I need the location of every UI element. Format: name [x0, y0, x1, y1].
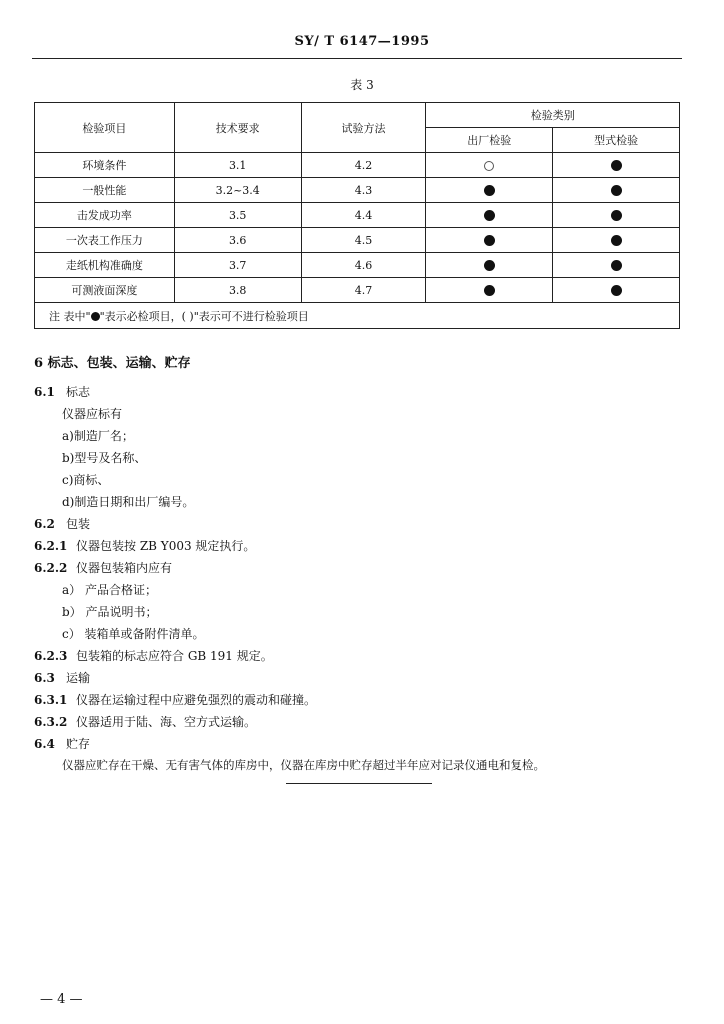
clause-number: 6.2.1: [34, 539, 68, 553]
required-dot-icon: [484, 185, 495, 196]
table-row: [35, 153, 680, 178]
cell-factory: [426, 228, 553, 253]
cell-type: [553, 203, 680, 228]
clause-6-2-1: [34, 537, 255, 554]
clause-number: 6.2.2: [34, 561, 68, 575]
cell-requirement: 3.2~3.4: [174, 178, 301, 203]
header-item: 检验项目: [35, 103, 175, 153]
s61-item-a: a)制造厂名；: [62, 429, 134, 443]
cell-factory: [426, 153, 553, 178]
required-dot-icon: [611, 235, 622, 246]
cell-requirement: 3.7: [174, 253, 301, 278]
s622-item-b: b） 产品说明书；: [62, 605, 158, 619]
header-requirement: 技术要求: [174, 103, 301, 153]
section-6-4-heading: [34, 735, 90, 752]
cell-item: 一般性能: [35, 178, 175, 203]
table-note: [35, 303, 680, 329]
header-divider: [32, 58, 682, 59]
section-number: 6.2: [34, 517, 55, 531]
s622-item-c: c） 装箱单或备附件清单。: [62, 627, 205, 641]
required-dot-icon: [611, 160, 622, 171]
clause-6-3-2: [34, 713, 256, 730]
table-row: [35, 203, 680, 228]
required-dot-icon: [484, 285, 495, 296]
page-number: — 4 —: [40, 992, 83, 1007]
table-caption: 表 3: [350, 78, 374, 92]
cell-method: 4.5: [301, 228, 426, 253]
cell-method: 4.4: [301, 203, 426, 228]
inspection-table: [34, 102, 680, 329]
header-method: 试验方法: [301, 103, 426, 153]
section-6-title: 6 标志、包装、运输、贮存: [34, 356, 191, 371]
table-note-row: [35, 303, 680, 329]
cell-factory: [426, 203, 553, 228]
section-6-3-heading: [34, 669, 90, 686]
table-row: [35, 178, 680, 203]
cell-method: 4.7: [301, 278, 426, 303]
required-dot-icon: [611, 210, 622, 221]
cell-requirement: 3.8: [174, 278, 301, 303]
header-category: 检验类别: [426, 103, 680, 128]
cell-type: [553, 153, 680, 178]
cell-factory: [426, 253, 553, 278]
cell-item: 走纸机构准确度: [35, 253, 175, 278]
section-title: 贮存: [66, 737, 91, 751]
cell-factory: [426, 178, 553, 203]
clause-6-3-1: [34, 691, 316, 708]
clause-number: 6.2.3: [34, 649, 68, 663]
cell-type: [553, 178, 680, 203]
cell-requirement: 3.1: [174, 153, 301, 178]
s622-item-a: a） 产品合格证；: [62, 583, 157, 597]
header-type-inspection: 型式检验: [553, 128, 680, 153]
s61-item-c: c)商标、: [62, 473, 110, 487]
clause-6-2-2: [34, 559, 172, 576]
clause-text: 仪器在运输过程中应避免强烈的震动和碰撞。: [76, 693, 317, 707]
required-dot-icon: [611, 285, 622, 296]
note-suffix: "表示必检项目，( )"表示可不进行检验项目: [99, 309, 309, 323]
cell-type: [553, 228, 680, 253]
s61-item-b: b)型号及名称、: [62, 451, 147, 465]
clause-text: 仪器包装按 ZB Y003 规定执行。: [76, 539, 256, 553]
standard-number-header: SY/ T 6147—1995: [294, 34, 430, 49]
section-number: 6.3: [34, 671, 55, 685]
cell-item: 击发成功率: [35, 203, 175, 228]
header-factory-inspection: 出厂检验: [426, 128, 553, 153]
required-dot-icon: [611, 185, 622, 196]
clause-text: 仪器包装箱内应有: [76, 561, 173, 575]
section-title: 包装: [66, 517, 91, 531]
section-number: 6.4: [34, 737, 55, 751]
required-dot-icon: [484, 235, 495, 246]
table-row: [35, 253, 680, 278]
cell-method: 4.2: [301, 153, 426, 178]
s61-intro: 仪器应标有: [62, 407, 123, 421]
required-dot-icon: [484, 210, 495, 221]
table-row: [35, 278, 680, 303]
clause-text: 包装箱的标志应符合 GB 191 规定。: [76, 649, 273, 663]
required-dot-icon: [484, 260, 495, 271]
cell-item: 一次表工作压力: [35, 228, 175, 253]
cell-type: [553, 278, 680, 303]
cell-requirement: 3.5: [174, 203, 301, 228]
clause-text: 仪器适用于陆、海、空方式运输。: [76, 715, 257, 729]
cell-item: 可测液面深度: [35, 278, 175, 303]
cell-factory: [426, 278, 553, 303]
table-row: [35, 228, 680, 253]
required-dot-icon: [611, 260, 622, 271]
clause-number: 6.3.1: [34, 693, 68, 707]
end-of-standard-rule: [286, 783, 432, 784]
s64-text: 仪器应贮存在干燥、无有害气体的库房中，仪器在库房中贮存超过半年应对记录仪通电和复检。: [62, 758, 545, 772]
cell-method: 4.6: [301, 253, 426, 278]
section-title: 标志: [66, 385, 91, 399]
required-dot-icon: [91, 312, 100, 321]
cell-method: 4.3: [301, 178, 426, 203]
cell-item: 环境条件: [35, 153, 175, 178]
note-prefix: 注 表中": [49, 309, 91, 323]
cell-type: [553, 253, 680, 278]
optional-circle-icon: [484, 161, 494, 171]
section-6-1-heading: [34, 383, 90, 400]
cell-requirement: 3.6: [174, 228, 301, 253]
s61-item-d: d)制造日期和出厂编号。: [62, 495, 195, 509]
section-title: 运输: [66, 671, 91, 685]
section-6-2-heading: [34, 515, 90, 532]
section-number: 6.1: [34, 385, 55, 399]
clause-6-2-3: [34, 647, 273, 664]
clause-number: 6.3.2: [34, 715, 68, 729]
